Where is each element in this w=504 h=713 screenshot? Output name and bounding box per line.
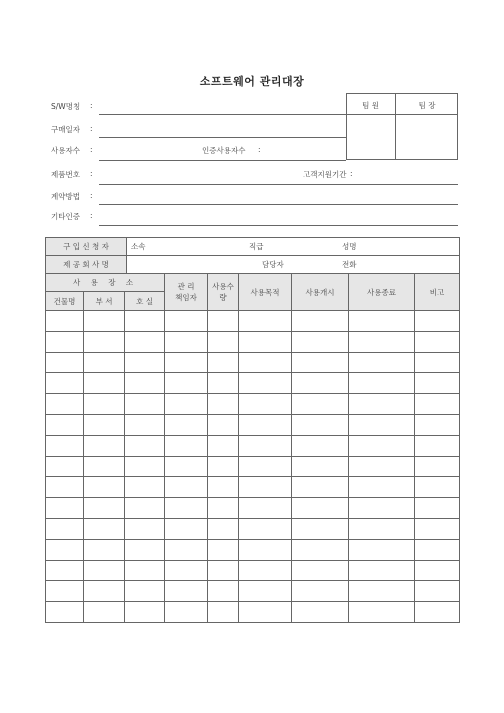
table-cell[interactable] <box>415 477 460 498</box>
table-cell[interactable] <box>292 477 349 498</box>
table-cell[interactable] <box>208 581 239 602</box>
table-cell[interactable] <box>349 352 415 373</box>
quantity-header: 사용수 량 <box>208 274 239 311</box>
table-cell[interactable] <box>415 394 460 415</box>
table-cell[interactable] <box>165 498 208 519</box>
table-row <box>46 518 460 539</box>
table-cell[interactable] <box>292 311 349 332</box>
table-cell[interactable] <box>125 498 165 519</box>
table-cell[interactable] <box>415 498 460 519</box>
table-cell[interactable] <box>415 352 460 373</box>
table-cell[interactable] <box>415 373 460 394</box>
table-cell[interactable] <box>239 414 292 435</box>
table-cell[interactable] <box>349 414 415 435</box>
applicant-label: 구 입 신 청 자 <box>46 238 127 256</box>
table-cell[interactable] <box>46 602 84 623</box>
product-no-colon: : <box>90 169 93 178</box>
table-row <box>46 414 460 435</box>
table-cell[interactable] <box>349 581 415 602</box>
table-cell[interactable] <box>208 498 239 519</box>
applicant-row <box>46 238 460 256</box>
page-title: 소프트웨어 관리대장 <box>199 75 305 88</box>
table-cell[interactable] <box>292 581 349 602</box>
table-cell[interactable] <box>208 602 239 623</box>
table-cell[interactable] <box>46 331 84 352</box>
name-label: 성명 <box>342 242 357 251</box>
table-cell[interactable] <box>165 373 208 394</box>
table-cell[interactable] <box>415 581 460 602</box>
table-cell[interactable] <box>415 331 460 352</box>
table-cell[interactable] <box>46 435 84 456</box>
table-cell[interactable] <box>349 373 415 394</box>
product-no-field[interactable] <box>99 184 458 185</box>
table-row <box>46 373 460 394</box>
table-cell[interactable] <box>349 560 415 581</box>
table-cell[interactable] <box>349 602 415 623</box>
table-cell[interactable] <box>292 456 349 477</box>
table-cell[interactable] <box>125 414 165 435</box>
phone-label: 전화 <box>342 260 357 269</box>
team-leader-sign-cell[interactable] <box>396 115 457 159</box>
table-cell[interactable] <box>239 581 292 602</box>
affiliation-label: 소속 <box>131 242 146 251</box>
cert-user-count-colon: : <box>258 145 261 154</box>
user-count-colon: : <box>90 145 93 154</box>
table-cell[interactable] <box>125 581 165 602</box>
table-cell[interactable] <box>46 394 84 415</box>
table-cell[interactable] <box>46 311 84 332</box>
table-cell[interactable] <box>239 394 292 415</box>
table-cell[interactable] <box>415 602 460 623</box>
table-cell[interactable] <box>84 331 125 352</box>
table-cell[interactable] <box>125 456 165 477</box>
table-cell[interactable] <box>46 456 84 477</box>
table-cell[interactable] <box>292 414 349 435</box>
sw-name-label: S/W명칭 <box>51 102 81 111</box>
table-cell[interactable] <box>415 414 460 435</box>
table-cell[interactable] <box>208 414 239 435</box>
table-cell[interactable] <box>165 539 208 560</box>
table-cell[interactable] <box>349 331 415 352</box>
manager-label: 담당자 <box>262 260 284 269</box>
table-cell[interactable] <box>125 602 165 623</box>
table-row <box>46 352 460 373</box>
table-cell[interactable] <box>84 456 125 477</box>
table-cell[interactable] <box>415 518 460 539</box>
table-row <box>46 560 460 581</box>
table-cell[interactable] <box>292 539 349 560</box>
table-cell[interactable] <box>125 331 165 352</box>
contract-method-field[interactable] <box>99 204 458 205</box>
table-cell[interactable] <box>292 560 349 581</box>
table-cell[interactable] <box>292 331 349 352</box>
table-cell[interactable] <box>349 477 415 498</box>
note-header: 비고 <box>415 274 460 311</box>
contract-method-colon: : <box>90 191 93 200</box>
table-cell[interactable] <box>208 373 239 394</box>
usage-table <box>45 273 460 623</box>
table-row <box>46 394 460 415</box>
table-row <box>46 581 460 602</box>
table-cell[interactable] <box>84 518 125 539</box>
table-cell[interactable] <box>46 498 84 519</box>
table-cell[interactable] <box>84 560 125 581</box>
table-cell[interactable] <box>239 331 292 352</box>
supplier-fields[interactable] <box>127 256 460 274</box>
table-cell[interactable] <box>208 435 239 456</box>
table-cell[interactable] <box>125 352 165 373</box>
sw-name-field[interactable] <box>99 114 346 115</box>
table-cell[interactable] <box>46 581 84 602</box>
table-cell[interactable] <box>292 602 349 623</box>
table-cell[interactable] <box>84 477 125 498</box>
table-cell[interactable] <box>239 435 292 456</box>
purchase-date-label: 구매일자 <box>51 125 80 134</box>
table-cell[interactable] <box>46 518 84 539</box>
table-cell[interactable] <box>84 539 125 560</box>
table-cell[interactable] <box>292 518 349 539</box>
support-period-label: 고객지원기간 <box>303 170 347 179</box>
sw-name-colon: : <box>90 101 93 110</box>
supplier-label: 제 공 회 사 명 <box>46 256 127 274</box>
manager-header: 관 리 책임자 <box>165 274 208 311</box>
table-cell[interactable] <box>349 539 415 560</box>
table-cell[interactable] <box>349 394 415 415</box>
table-cell[interactable] <box>239 456 292 477</box>
department-header: 부 서 <box>84 292 125 311</box>
table-cell[interactable] <box>125 311 165 332</box>
start-header: 사용개시 <box>292 274 349 311</box>
table-cell[interactable] <box>415 560 460 581</box>
other-cert-colon: : <box>90 211 93 220</box>
table-cell[interactable] <box>165 414 208 435</box>
table-cell[interactable] <box>125 373 165 394</box>
table-cell[interactable] <box>125 477 165 498</box>
table-row <box>46 602 460 623</box>
table-cell[interactable] <box>415 539 460 560</box>
table-cell[interactable] <box>208 518 239 539</box>
table-cell[interactable] <box>165 394 208 415</box>
table-cell[interactable] <box>292 373 349 394</box>
applicant-fields[interactable] <box>127 238 460 256</box>
table-cell[interactable] <box>84 581 125 602</box>
table-row <box>46 539 460 560</box>
team-member-sign-cell[interactable] <box>347 115 395 159</box>
table-cell[interactable] <box>165 477 208 498</box>
table-cell[interactable] <box>415 456 460 477</box>
table-cell[interactable] <box>349 518 415 539</box>
table-row <box>46 331 460 352</box>
applicant-supplier-table <box>45 237 460 274</box>
table-cell[interactable] <box>165 331 208 352</box>
table-row <box>46 311 460 332</box>
other-cert-field[interactable] <box>99 225 458 226</box>
team-leader-label: 팀 장 <box>418 101 436 110</box>
table-cell[interactable] <box>239 477 292 498</box>
table-cell[interactable] <box>239 518 292 539</box>
table-cell[interactable] <box>165 518 208 539</box>
table-cell[interactable] <box>239 539 292 560</box>
table-cell[interactable] <box>165 581 208 602</box>
usage-table-body <box>46 311 460 623</box>
table-cell[interactable] <box>125 394 165 415</box>
table-cell[interactable] <box>165 311 208 332</box>
table-cell[interactable] <box>208 456 239 477</box>
table-cell[interactable] <box>292 394 349 415</box>
building-header: 건물명 <box>46 292 84 311</box>
table-cell[interactable] <box>349 498 415 519</box>
team-member-label: 팀 원 <box>362 101 379 110</box>
usage-header-row-1 <box>46 274 460 292</box>
table-cell[interactable] <box>239 498 292 519</box>
table-cell[interactable] <box>125 539 165 560</box>
table-cell[interactable] <box>415 435 460 456</box>
table-cell[interactable] <box>84 498 125 519</box>
table-cell[interactable] <box>208 539 239 560</box>
table-cell[interactable] <box>46 477 84 498</box>
table-cell[interactable] <box>165 560 208 581</box>
product-no-label: 제품번호 <box>51 170 80 179</box>
table-cell[interactable] <box>84 352 125 373</box>
table-row <box>46 477 460 498</box>
table-cell[interactable] <box>208 394 239 415</box>
user-count-label: 사용자수 <box>51 146 80 155</box>
table-cell[interactable] <box>239 602 292 623</box>
user-count-field[interactable] <box>99 160 346 161</box>
table-cell[interactable] <box>349 311 415 332</box>
table-row <box>46 435 460 456</box>
table-cell[interactable] <box>165 456 208 477</box>
cert-user-count-label: 인증사용자수 <box>202 146 246 155</box>
table-cell[interactable] <box>239 373 292 394</box>
purchase-date-field[interactable] <box>99 137 346 138</box>
table-cell[interactable] <box>239 311 292 332</box>
table-cell[interactable] <box>84 311 125 332</box>
table-cell[interactable] <box>415 311 460 332</box>
position-label: 직급 <box>249 242 264 251</box>
end-header: 사용종료 <box>349 274 415 311</box>
table-cell[interactable] <box>208 352 239 373</box>
support-period-colon: : <box>350 169 353 178</box>
table-row <box>46 498 460 519</box>
table-cell[interactable] <box>239 352 292 373</box>
table-cell[interactable] <box>208 331 239 352</box>
other-cert-label: 기타인증 <box>51 212 80 221</box>
purchase-date-colon: : <box>90 124 93 133</box>
table-cell[interactable] <box>208 560 239 581</box>
purpose-header: 사용목적 <box>239 274 292 311</box>
table-cell[interactable] <box>84 394 125 415</box>
table-cell[interactable] <box>125 560 165 581</box>
table-cell[interactable] <box>239 560 292 581</box>
table-cell[interactable] <box>165 602 208 623</box>
table-cell[interactable] <box>292 498 349 519</box>
table-cell[interactable] <box>46 352 84 373</box>
table-cell[interactable] <box>46 414 84 435</box>
table-cell[interactable] <box>349 435 415 456</box>
table-cell[interactable] <box>208 477 239 498</box>
supplier-row <box>46 256 460 274</box>
table-cell[interactable] <box>292 352 349 373</box>
table-cell[interactable] <box>349 456 415 477</box>
table-cell[interactable] <box>292 435 349 456</box>
room-header: 호 실 <box>125 292 165 311</box>
table-cell[interactable] <box>208 311 239 332</box>
table-row <box>46 456 460 477</box>
table-cell[interactable] <box>84 602 125 623</box>
table-cell[interactable] <box>46 539 84 560</box>
table-cell[interactable] <box>46 560 84 581</box>
table-cell[interactable] <box>125 518 165 539</box>
table-cell[interactable] <box>165 352 208 373</box>
table-cell[interactable] <box>165 435 208 456</box>
table-cell[interactable] <box>46 373 84 394</box>
table-cell[interactable] <box>84 373 125 394</box>
table-cell[interactable] <box>84 414 125 435</box>
table-cell[interactable] <box>84 435 125 456</box>
contract-method-label: 계약방법 <box>51 192 80 201</box>
location-header: 사 용 장 소 <box>46 274 165 292</box>
table-cell[interactable] <box>125 435 165 456</box>
